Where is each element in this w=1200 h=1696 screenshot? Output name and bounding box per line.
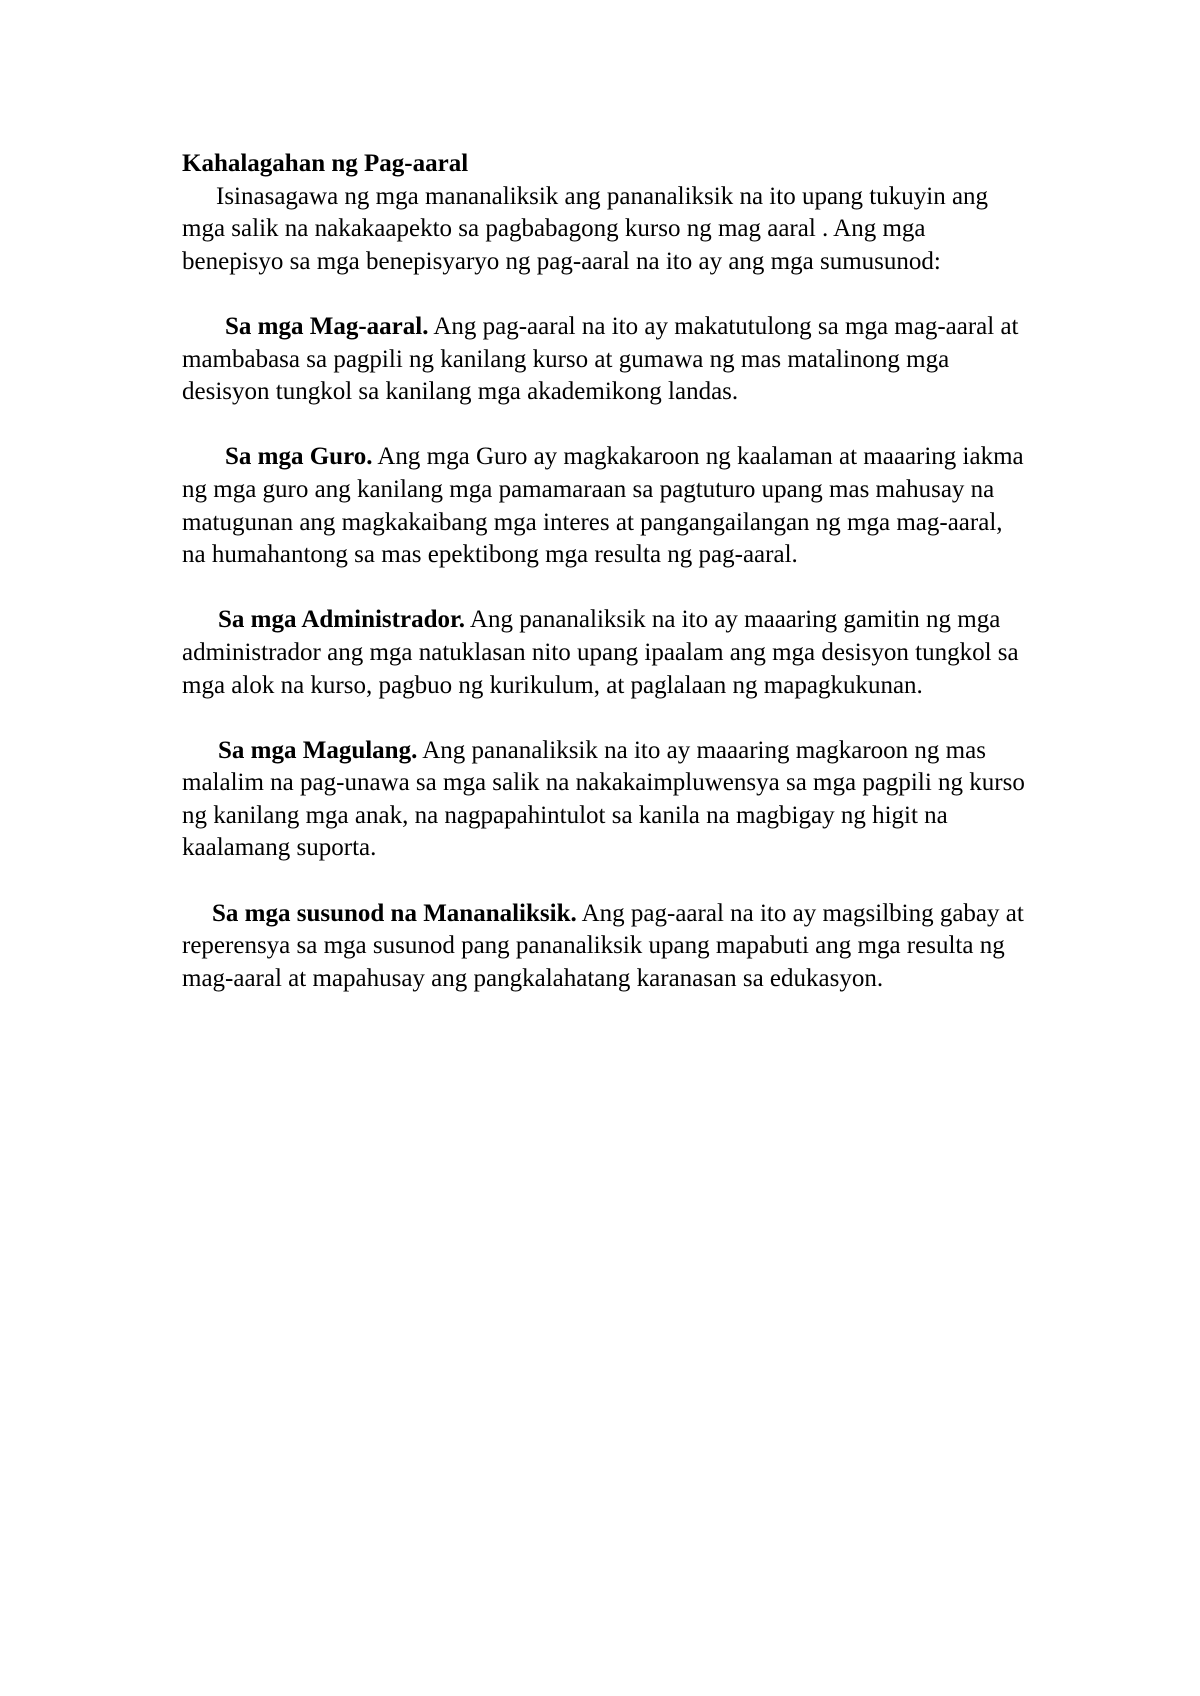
section-body: Ang pananaliksik na ito ay maaaring gamitin ng mga administrador ang mga natuklasan nito upang ipaalam ang mga desisyon tungkol sa mga alok na kurso, pagbuo ng kurikulum, at paglalaan ng mapagkukunan. <box>182 606 1019 699</box>
section-heading: Sa mga Mag-aaral. <box>225 312 429 340</box>
document-title: Kahalagahan ng Pag-aaral <box>182 150 469 177</box>
intro-paragraph: Isinasagawa ng mga mananaliksik ang pananaliksik na ito upang tukuyin ang mga salik na nakakaapekto sa pagbabagong kurso ng mag aaral . Ang mga benepisyo sa mga benepisyaryo ng pag-aaral na ito ay ang mga sumusunod: <box>182 182 989 275</box>
section-mag-aaral <box>182 311 1032 409</box>
section-body: Ang pag-aaral na ito ay makatutulong sa mga mag-aaral at mambabasa sa pagpili ng kanilang kurso at gumawa ng mas matalinong mga desisyon tungkol sa kanilang mga akademikong landas. <box>182 312 1019 406</box>
section-mananaliksik <box>182 898 1032 996</box>
section-body: Ang mga Guro ay magkakaroon ng kaalaman at maaaring iakma ng mga guro ang kanilang mga pamamaraan sa pagtuturo upang mas mahusay na matugunan ang magkakaibang mga interes at pangangailangan ng mga mag-aaral, na humahantong sa mas epektibong mga resulta ng pag-aaral. <box>182 443 1024 569</box>
document-body <box>182 148 1032 995</box>
section-heading: Sa mga Magulang. <box>218 736 418 764</box>
section-guro <box>182 441 1032 571</box>
section-body: Ang pag-aaral na ito ay magsilbing gabay at reperensya sa mga susunod pang pananaliksik upang mapabuti ang mga resulta ng mag-aaral at mapahusay ang pangkalahatang karanasan sa edukasyon. <box>182 899 1024 992</box>
section-heading: Sa mga Administrador. <box>218 606 466 634</box>
section-administrador <box>182 604 1032 702</box>
section-body: Ang pananaliksik na ito ay maaaring magkaroon ng mas malalim na pag-unawa sa mga salik na nakakaimpluwensya sa mga pagpili ng kurso ng kanilang mga anak, na nagpapahintulot sa kanila na magbigay ng higit na kaalamang suporta. <box>182 736 1025 862</box>
section-magulang <box>182 735 1032 865</box>
section-heading: Sa mga Guro. <box>225 443 373 471</box>
section-heading: Sa mga susunod na Mananaliksik. <box>212 899 577 927</box>
